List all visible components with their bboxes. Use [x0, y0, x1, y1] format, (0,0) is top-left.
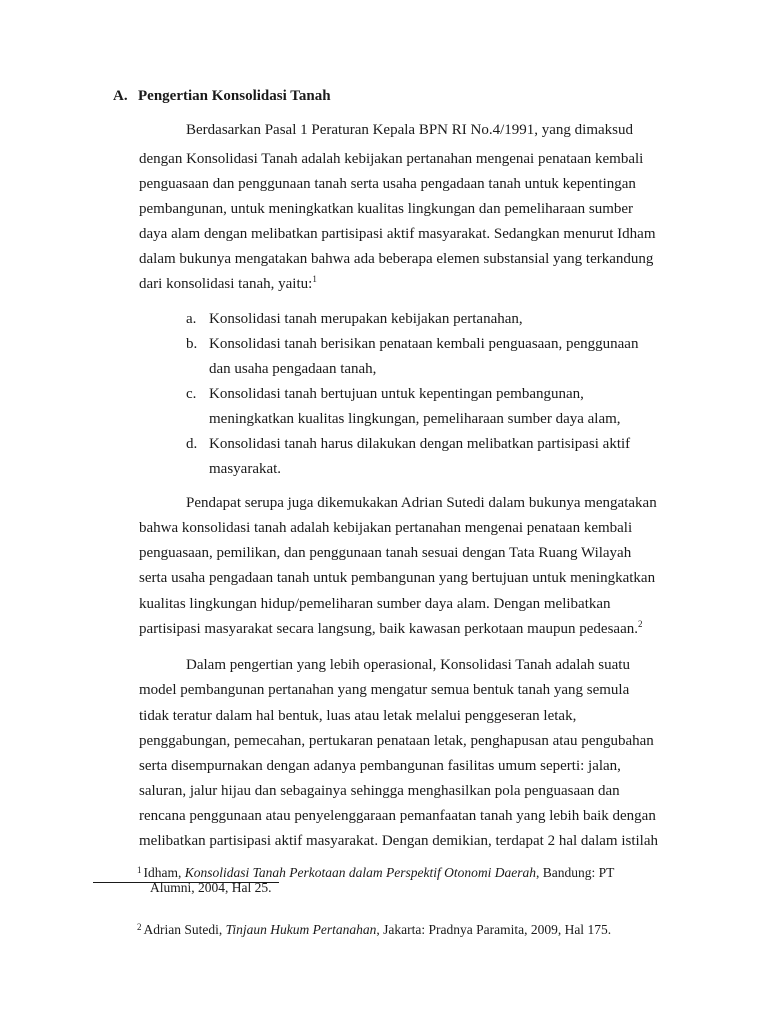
list-item-marker: c. — [186, 386, 197, 402]
paragraph-line: bahwa konsolidasi tanah adalah kebijakan pertanahan mengenai penataan kembali — [139, 520, 633, 536]
section-heading — [113, 86, 331, 106]
list-item-text: masyarakat. — [209, 461, 282, 477]
paragraph-line-text: partisipasi masyarakat secara langsung, baik kawasan perkotaan maupun pedesaan. — [139, 621, 638, 637]
paragraph-line: kualitas lingkungan hidup/pemeliharan sumber daya alam. Dengan melibatkan — [139, 596, 611, 612]
list-item-text: Konsolidasi tanah bertujuan untuk kepentingan pembangunan, — [209, 386, 584, 402]
footnote-book-title: Tinjaun Hukum Pertanahan — [225, 922, 377, 937]
paragraph-line: Berdasarkan Pasal 1 Peraturan Kepala BPN RI No.4/1991, yang dimaksud — [186, 122, 633, 138]
paragraph-line: penguasaan, pemilikan, dan penggunaan tanah sesuai dengan Tata Ruang Wilayah — [139, 545, 632, 561]
paragraph-line: dengan Konsolidasi Tanah adalah kebijakan pertanahan mengenai penataan kembali — [139, 151, 644, 167]
list-item-text: Konsolidasi tanah berisikan penataan kembali penguasaan, penggunaan — [209, 336, 639, 352]
section-marker: A. — [113, 88, 128, 104]
paragraph-line: serta disempurnakan dengan adanya pembangunan fasilitas umum seperti: jalan, — [139, 758, 621, 774]
footnote-publisher: , Jakarta: Pradnya Paramita, 2009, Hal 175. — [376, 922, 612, 937]
footnote-1-continuation: Alumni, 2004, Hal 25. — [150, 880, 272, 895]
paragraph-line: penggabungan, pemecahan, pertukaran penataan letak, penghapusan atau pengubahan — [139, 733, 654, 749]
paragraph-line: Pendapat serupa juga dikemukakan Adrian Sutedi dalam bukunya mengatakan — [186, 495, 657, 511]
footnote-number: 2 — [137, 922, 142, 932]
footnote-author: Adrian Sutedi, — [143, 922, 226, 937]
paragraph-line: dalam bukunya mengatakan bahwa ada beberapa elemen substansial yang terkandung — [139, 251, 654, 267]
list-item-text: Konsolidasi tanah merupakan kebijakan pertanahan, — [209, 311, 523, 327]
paragraph-line: saluran, jalur hijau dan sebagainya sehingga menghasilkan pola penguasaan dan — [139, 783, 620, 799]
list-item-text: meningkatkan kualitas lingkungan, pemeliharaan sumber daya alam, — [209, 411, 621, 427]
paragraph-line: pembangunan, untuk meningkatkan kualitas lingkungan dan pemeliharaan sumber — [139, 201, 634, 217]
paragraph-line: tidak teratur dalam hal bentuk, luas atau letak melalui penggeseran letak, — [139, 708, 577, 724]
paragraph-line: rencana penggunaan atau penyelenggaraan pemanfaatan tanah yang lebih baik dengan — [139, 808, 656, 824]
paragraph-line: daya alam dengan melibatkan partisipasi aktif masyarakat. Sedangkan menurut Idham — [139, 226, 656, 242]
section-title: Pengertian Konsolidasi Tanah — [138, 88, 331, 104]
list-item-text: dan usaha pengadaan tanah, — [209, 361, 377, 377]
footnote-ref-2[interactable]: 2 — [637, 619, 643, 629]
paragraph-line — [139, 274, 317, 294]
paragraph-line: melibatkan partisipasi aktif masyarakat. Dengan demikian, terdapat 2 hal dalam istilah — [139, 833, 658, 849]
footnote-publisher: , Bandung: PT — [536, 865, 615, 880]
list-item-marker: a. — [186, 311, 197, 327]
paragraph-line: model pembangunan pertanahan yang mengatur semua bentuk tanah yang semula — [139, 682, 630, 698]
footnote-number: 1 — [137, 865, 142, 875]
footnote-ref-1[interactable]: 1 — [312, 274, 317, 284]
list-item-text: Konsolidasi tanah harus dilakukan dengan melibatkan partisipasi aktif — [209, 436, 631, 452]
paragraph-line — [139, 619, 642, 639]
paragraph-line: penguasaan dan penggunaan tanah serta usaha pengadaan tanah untuk kepentingan — [139, 176, 636, 192]
paragraph-line: serta usaha pengadaan tanah untuk pembangunan yang bertujuan untuk meningkatkan — [139, 570, 656, 586]
paragraph-line: Dalam pengertian yang lebih operasional, Konsolidasi Tanah adalah suatu — [186, 657, 630, 673]
footnote-book-title: Konsolidasi Tanah Perkotaan dalam Perspektif Otonomi Daerah — [184, 865, 536, 880]
list-item-marker: d. — [186, 436, 198, 452]
footnote-author: Idham, — [143, 865, 185, 880]
paragraph-line-text: dari konsolidasi tanah, yaitu: — [139, 276, 313, 292]
list-item-marker: b. — [186, 336, 198, 352]
footnote-2 — [137, 919, 611, 938]
